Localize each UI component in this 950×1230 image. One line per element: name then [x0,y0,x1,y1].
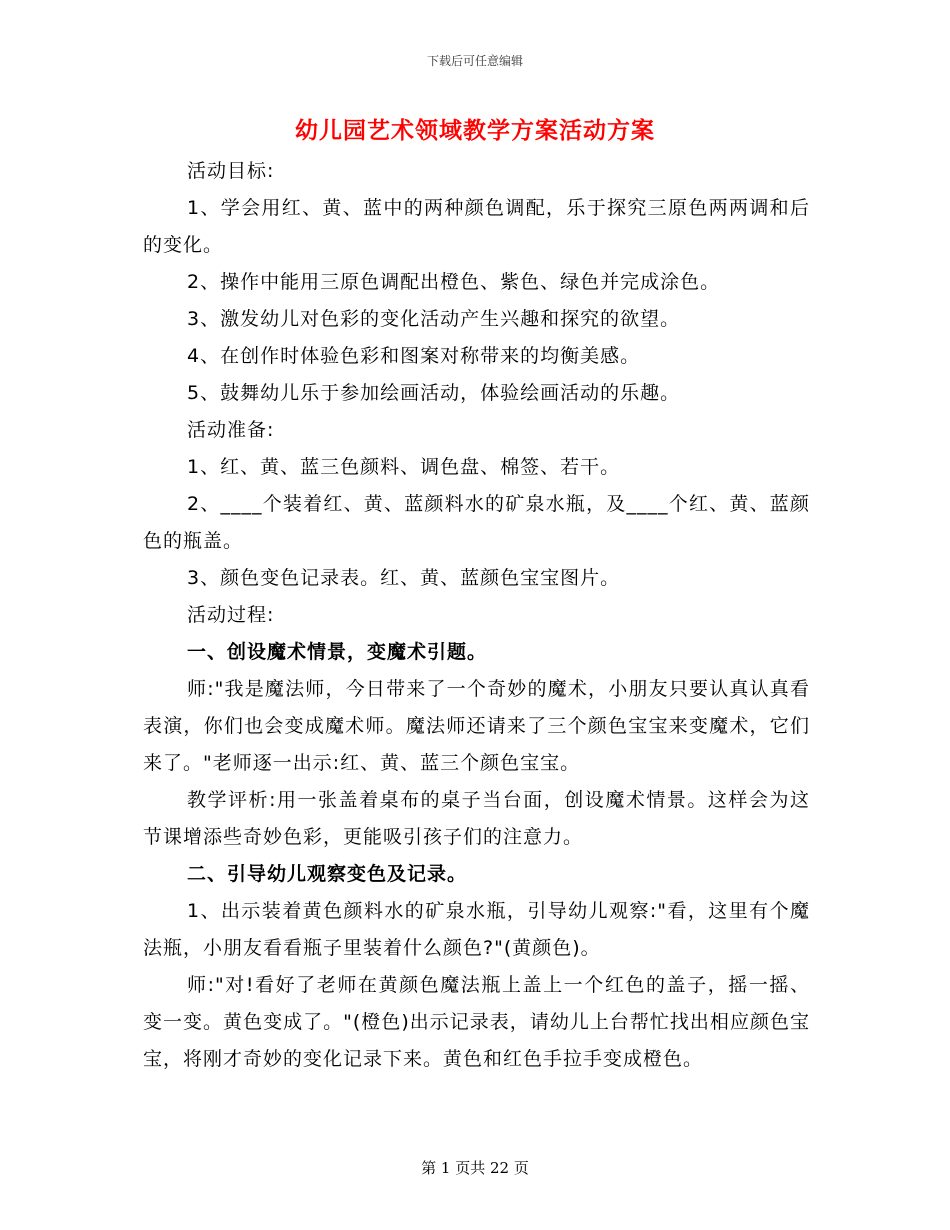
header-note: 下载后可任意编辑 [426,54,523,68]
process-paragraph: 教学评析:用一张盖着桌布的桌子当台面，创设魔术情景。这样会为这节课增添些奇妙色彩，更能吸引孩子们的注意力。 [143,789,810,848]
process-paragraph: 1、出示装着黄色颜料水的矿泉水瓶，引导幼儿观察:"看，这里有个魔法瓶，小朋友看看瓶子里装着什么颜色?"(黄颜色)。 [143,900,810,959]
process-heading-2: 二、引导幼儿观察变色及记录。 [187,863,468,885]
goal-item-3: 3、激发幼儿对色彩的变化活动产生兴趣和探究的欲望。 [187,308,681,330]
preparation-item-1: 1、红、黄、蓝三色颜料、调色盘、棉签、若干。 [187,456,621,478]
goal-item-5: 5、鼓舞幼儿乐于参加绘画活动，体验绘画活动的乐趣。 [187,382,681,404]
process-paragraph: 师:"我是魔法师，今日带来了一个奇妙的魔术，小朋友只要认真认真看表演，你们也会变成魔术师。魔法师还请来了三个颜色宝宝来变魔术，它们来了。"老师逐一出示:红、黄、蓝三个颜色宝宝。 [143,678,810,774]
section-label-goals: 活动目标: [187,160,275,182]
preparation-item-2: 2、____个装着红、黄、蓝颜料水的矿泉水瓶，及____个红、黄、蓝颜色的瓶盖。 [143,493,810,552]
section-label-process: 活动过程: [187,604,275,626]
page-number-footer: 第 1 页共 22 页 [421,1159,529,1177]
document-body [143,153,810,1078]
process-paragraph: 师:"对!看好了老师在黄颜色魔法瓶上盖上一个红色的盖子，摇一摇、变一变。黄色变成了。"(橙色)出示记录表，请幼儿上台帮忙找出相应颜色宝宝，将刚才奇妙的变化记录下来。黄色和红色手拉手变成橙色。 [143,974,810,1070]
document-title: 幼儿园艺术领域教学方案活动方案 [295,118,655,144]
goal-item-2: 2、操作中能用三原色调配出橙色、紫色、绿色并完成涂色。 [187,271,721,293]
goal-item-1: 1、学会用红、黄、蓝中的两种颜色调配，乐于探究三原色两两调和后的变化。 [143,197,810,256]
preparation-item-3: 3、颜色变色记录表。红、黄、蓝颜色宝宝图片。 [187,567,621,589]
section-label-preparation: 活动准备: [187,419,275,441]
goal-item-4: 4、在创作时体验色彩和图案对称带来的均衡美感。 [187,345,641,367]
process-heading-1: 一、创设魔术情景，变魔术引题。 [187,641,488,663]
